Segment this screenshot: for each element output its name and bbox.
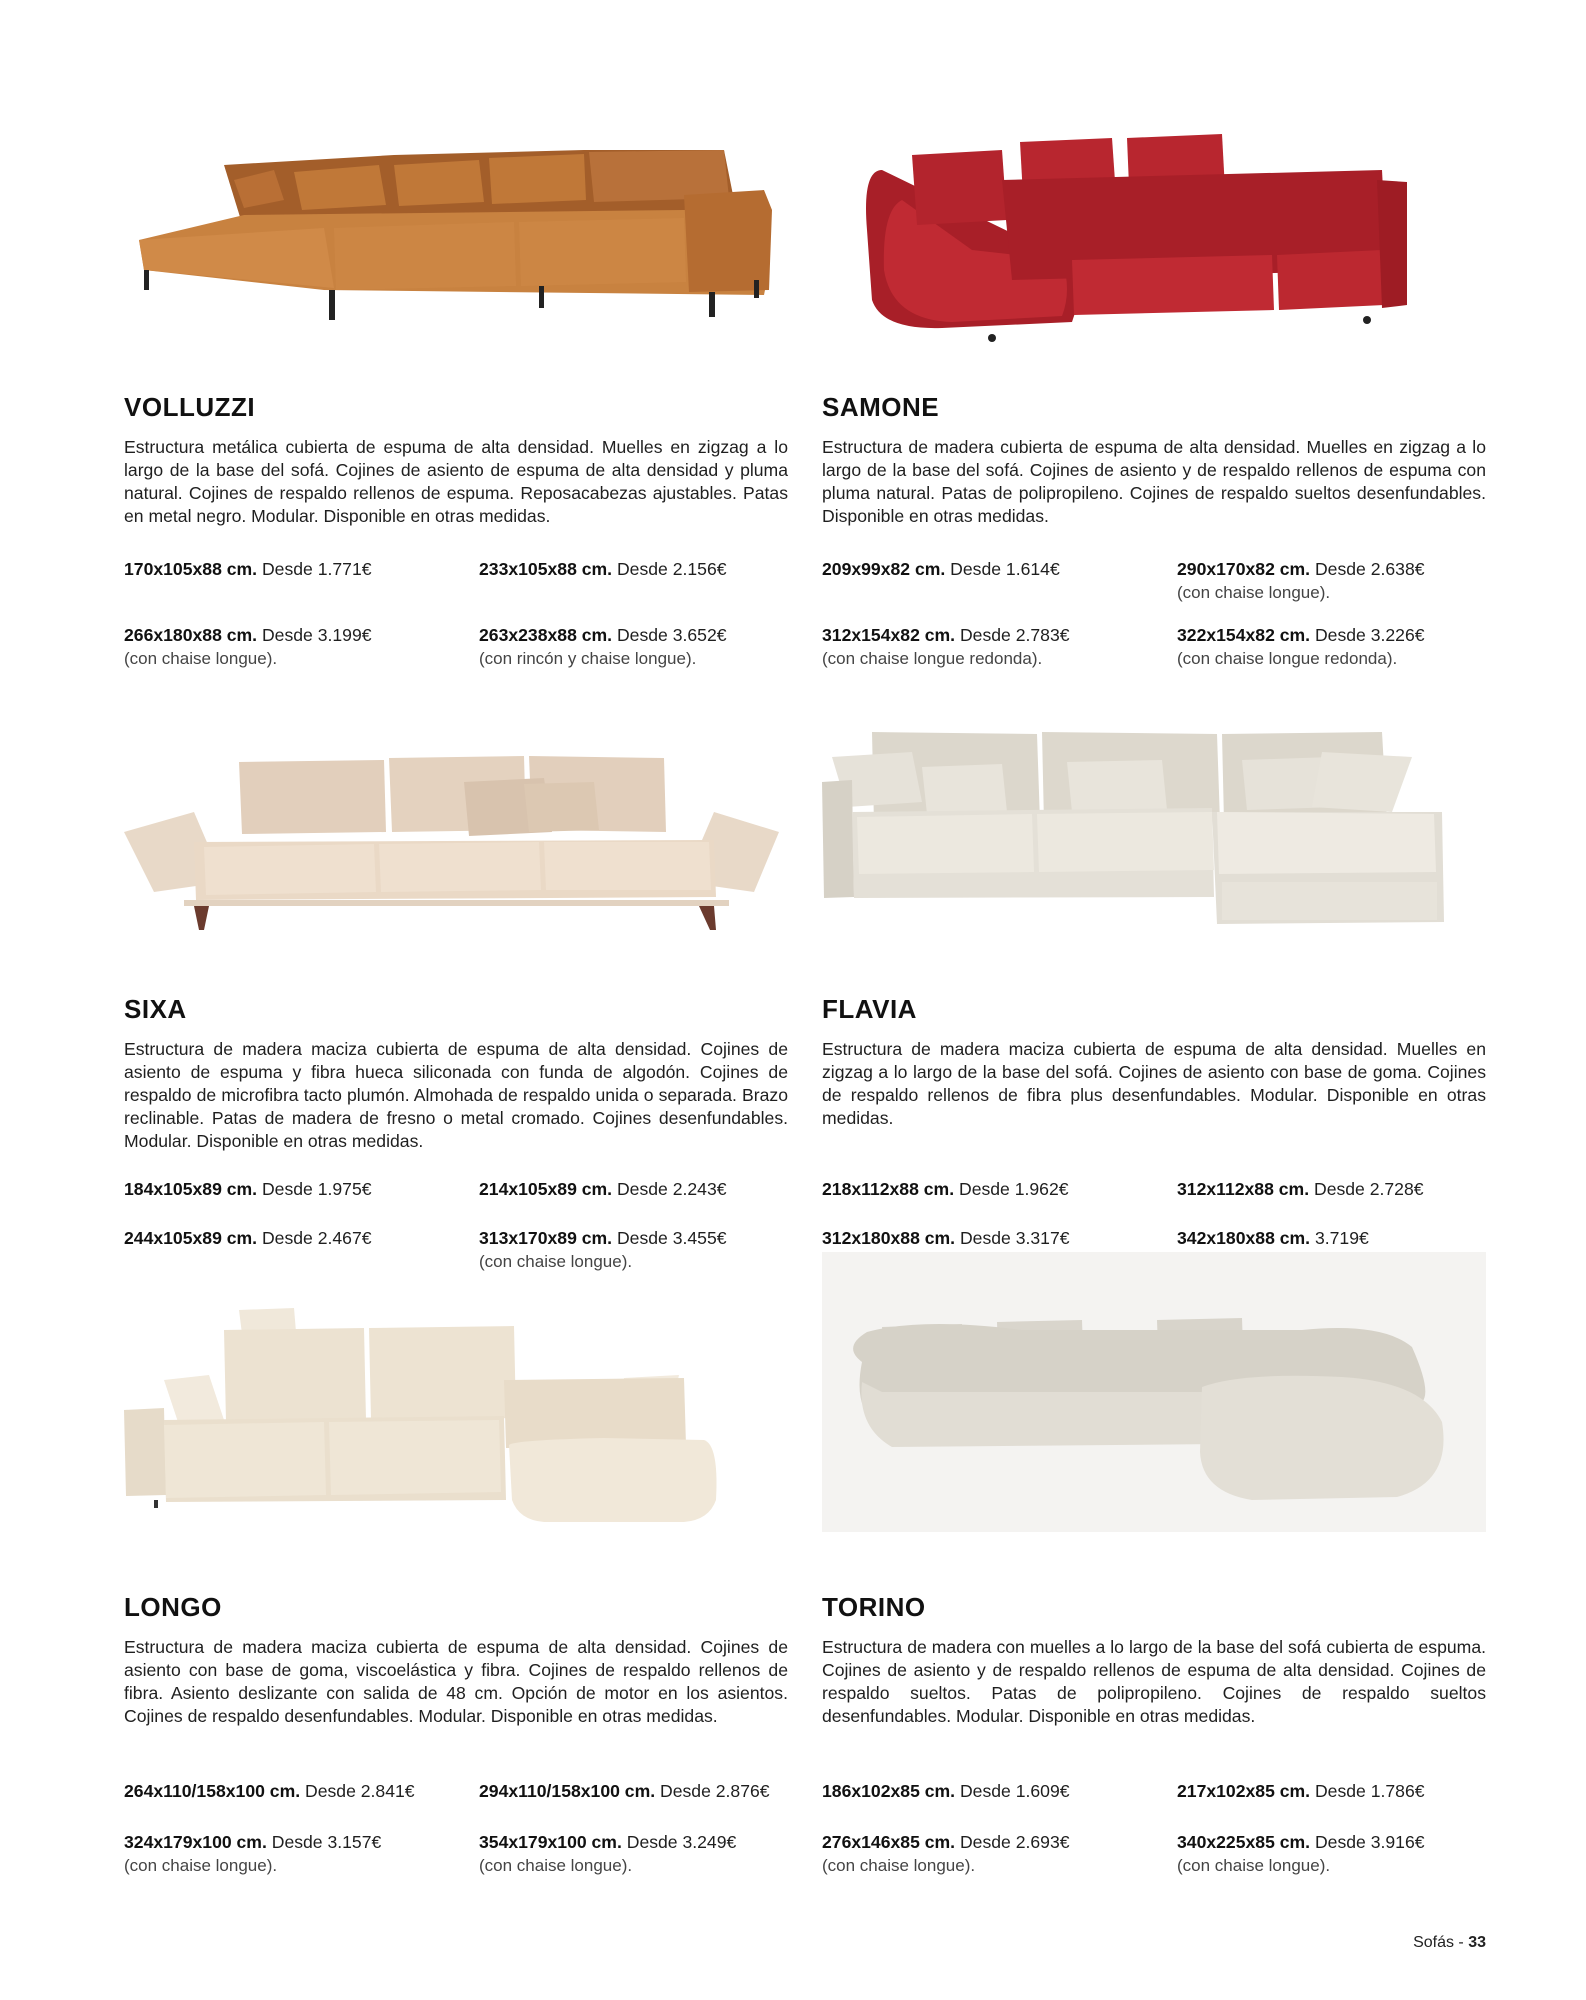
- size-price-value: 3.719€: [1314, 1228, 1369, 1248]
- size-dimensions: 186x102x85 cm.: [822, 1781, 956, 1801]
- size-dimensions: 340x225x85 cm.: [1177, 1832, 1311, 1852]
- size-price-value: Desde 1.975€: [261, 1179, 372, 1199]
- size-dimensions: 312x180x88 cm.: [822, 1228, 956, 1248]
- size-price: [479, 1227, 789, 1273]
- red-round-chaise-sofa-illustration: [866, 134, 1407, 342]
- cream-modular-sofa-illustration: [124, 1308, 717, 1522]
- size-dimensions: 322x154x82 cm.: [1177, 625, 1311, 645]
- product-name: VOLLUZZI: [124, 392, 256, 422]
- size-price-value: Desde 2.638€: [1314, 559, 1425, 579]
- size-dimensions: 354x179x100 cm.: [479, 1832, 622, 1852]
- size-note: (con chaise longue).: [479, 1856, 633, 1875]
- footer-section-label: Sofás -: [1413, 1934, 1464, 1951]
- size-price: [1177, 1780, 1487, 1803]
- size-price: [479, 558, 789, 581]
- cream-chaise-sofa-illustration: [822, 732, 1444, 924]
- size-price: [124, 1178, 434, 1201]
- product-name: FLAVIA: [822, 994, 917, 1024]
- sofa-image-sixa: [124, 712, 788, 962]
- size-dimensions: 233x105x88 cm.: [479, 559, 613, 579]
- size-note: (con chaise longue redonda).: [822, 649, 1043, 668]
- size-price: [124, 1780, 434, 1803]
- size-price: [124, 1831, 434, 1877]
- size-price: [479, 624, 789, 670]
- size-dimensions: 244x105x89 cm.: [124, 1228, 258, 1248]
- size-dimensions: 294x110/158x100 cm.: [479, 1781, 656, 1801]
- size-price: [822, 1780, 1132, 1803]
- sofa-image-torino: [822, 1252, 1486, 1532]
- size-price: [124, 1227, 434, 1250]
- size-dimensions: 209x99x82 cm.: [822, 559, 946, 579]
- size-price: [479, 1831, 789, 1877]
- size-price-value: Desde 3.652€: [616, 625, 727, 645]
- size-price: [1177, 1178, 1487, 1201]
- size-dimensions: 184x105x89 cm.: [124, 1179, 258, 1199]
- size-dimensions: 263x238x88 cm.: [479, 625, 613, 645]
- beige-sofa-reclining-arms-illustration: [124, 756, 779, 930]
- size-price: [479, 1780, 789, 1803]
- size-price-value: Desde 1.609€: [959, 1781, 1070, 1801]
- size-price-value: Desde 3.199€: [261, 625, 372, 645]
- size-price: [822, 624, 1132, 670]
- size-price-value: Desde 2.783€: [959, 625, 1070, 645]
- size-note: (con chaise longue).: [822, 1856, 976, 1875]
- product-name: TORINO: [822, 1592, 926, 1622]
- size-price: [124, 558, 434, 581]
- size-price-value: Desde 3.249€: [626, 1832, 737, 1852]
- page-number: 33: [1468, 1934, 1486, 1951]
- size-note: (con chaise longue).: [479, 1252, 633, 1271]
- product-description: Estructura de madera maciza cubierta de espuma de alta densidad. Cojines de asiento con base de goma, viscoelástica y fibra. Cojines de respaldo rellenos de fibra. Asiento deslizante con salida de 48 cm. Opción de motor en los asientos. Cojines de respaldo desenfundables. Modular. Disponible en otras medidas.: [124, 1637, 788, 1726]
- product-name: SAMONE: [822, 392, 940, 422]
- size-price-value: Desde 1.786€: [1314, 1781, 1425, 1801]
- size-dimensions: 266x180x88 cm.: [124, 625, 258, 645]
- size-price: [822, 558, 1132, 581]
- size-dimensions: 218x112x88 cm.: [822, 1179, 955, 1199]
- size-note: (con chaise longue).: [124, 649, 278, 668]
- size-price: [124, 624, 434, 670]
- size-price: [1177, 558, 1487, 604]
- size-price: [822, 1178, 1132, 1201]
- product-name: SIXA: [124, 994, 187, 1024]
- size-price-value: Desde 1.614€: [950, 559, 1060, 579]
- size-dimensions: 170x105x88 cm.: [124, 559, 258, 579]
- size-dimensions: 312x112x88 cm.: [1177, 1179, 1310, 1199]
- product-description: Estructura de madera maciza cubierta de espuma de alta densidad. Cojines de asiento de espuma y fibra hueca siliconada con funda de algodón. Cojines de respaldo de microfibra tacto plumón. Almohada de respaldo unida o separada. Brazo reclinable. Patas de madera de fresno o metal cromado. Cojines desenfundables. Modular. Disponible en otras medidas.: [124, 1039, 788, 1151]
- size-dimensions: 313x170x89 cm.: [479, 1228, 613, 1248]
- product-description: Estructura de madera maciza cubierta de espuma de alta densidad. Muelles en zigzag a lo largo de la base del sofá. Cojines de asiento con base de goma. Cojines de respaldo rellenos de fibra plus desenfundables. Modular. Disponible en otras medidas.: [822, 1039, 1486, 1128]
- page-footer: [1413, 1934, 1486, 1952]
- size-dimensions: 324x179x100 cm.: [124, 1832, 267, 1852]
- size-price-value: Desde 3.226€: [1314, 625, 1425, 645]
- size-price-value: Desde 2.728€: [1313, 1179, 1424, 1199]
- sofa-image-volluzzi: [124, 110, 788, 360]
- rounded-boucle-sofa-illustration: [853, 1318, 1443, 1500]
- size-note: (con chaise longue).: [124, 1856, 278, 1875]
- size-price-value: Desde 1.771€: [261, 559, 372, 579]
- sofa-image-longo: [124, 1280, 788, 1550]
- size-price-value: Desde 3.317€: [959, 1228, 1070, 1248]
- product-description: Estructura metálica cubierta de espuma de alta densidad. Muelles en zigzag a lo largo de la base del sofá. Cojines de asiento de espuma de alta densidad y pluma natural. Cojines de respaldo rellenos de espuma. Reposacabezas ajustables. Patas en metal negro. Modular. Disponible en otras medidas.: [124, 437, 788, 526]
- size-dimensions: 290x170x82 cm.: [1177, 559, 1311, 579]
- leather-corner-sofa-illustration: [139, 150, 772, 320]
- size-dimensions: 264x110/158x100 cm.: [124, 1781, 301, 1801]
- size-note: (con chaise longue).: [1177, 1856, 1331, 1875]
- product-description: Estructura de madera cubierta de espuma de alta densidad. Muelles en zigzag a lo largo de la base del sofá. Cojines de asiento y de respaldo rellenos de espuma con pluma natural. Patas de polipropileno. Cojines de respaldo sueltos desenfundables. Disponible en otras medidas.: [822, 437, 1486, 526]
- size-price-value: Desde 3.916€: [1314, 1832, 1425, 1852]
- size-price-value: Desde 2.243€: [616, 1179, 727, 1199]
- size-dimensions: 342x180x88 cm.: [1177, 1228, 1311, 1248]
- size-note: (con chaise longue).: [1177, 583, 1331, 602]
- size-price: [822, 1831, 1132, 1877]
- size-note: (con rincón y chaise longue).: [479, 649, 697, 668]
- size-dimensions: 214x105x89 cm.: [479, 1179, 613, 1199]
- size-price-value: Desde 1.962€: [958, 1179, 1069, 1199]
- size-price-value: Desde 2.156€: [616, 559, 727, 579]
- size-price-value: Desde 2.467€: [261, 1228, 372, 1248]
- size-price: [479, 1178, 789, 1201]
- size-dimensions: 276x146x85 cm.: [822, 1832, 956, 1852]
- size-price: [1177, 624, 1487, 670]
- size-note: (con chaise longue redonda).: [1177, 649, 1398, 668]
- sofa-image-flavia: [822, 712, 1486, 962]
- product-name: LONGO: [124, 1592, 222, 1622]
- size-dimensions: 312x154x82 cm.: [822, 625, 956, 645]
- size-price-value: Desde 2.693€: [959, 1832, 1070, 1852]
- size-dimensions: 217x102x85 cm.: [1177, 1781, 1311, 1801]
- size-price-value: Desde 2.876€: [660, 1781, 770, 1801]
- product-description: Estructura de madera con muelles a lo largo de la base del sofá cubierta de espuma. Cojines de asiento y de respaldo rellenos de espuma de alta densidad. Cojines de respaldo sueltos. Patas de polipropileno. Cojines de respaldo sueltos desenfundables. Modular. Disponible en otras medidas.: [822, 1637, 1486, 1726]
- size-price-value: Desde 2.841€: [305, 1781, 415, 1801]
- size-price-value: Desde 3.455€: [616, 1228, 727, 1248]
- size-price-value: Desde 3.157€: [271, 1832, 382, 1852]
- size-price: [1177, 1831, 1487, 1877]
- sofa-image-samone: [822, 110, 1486, 360]
